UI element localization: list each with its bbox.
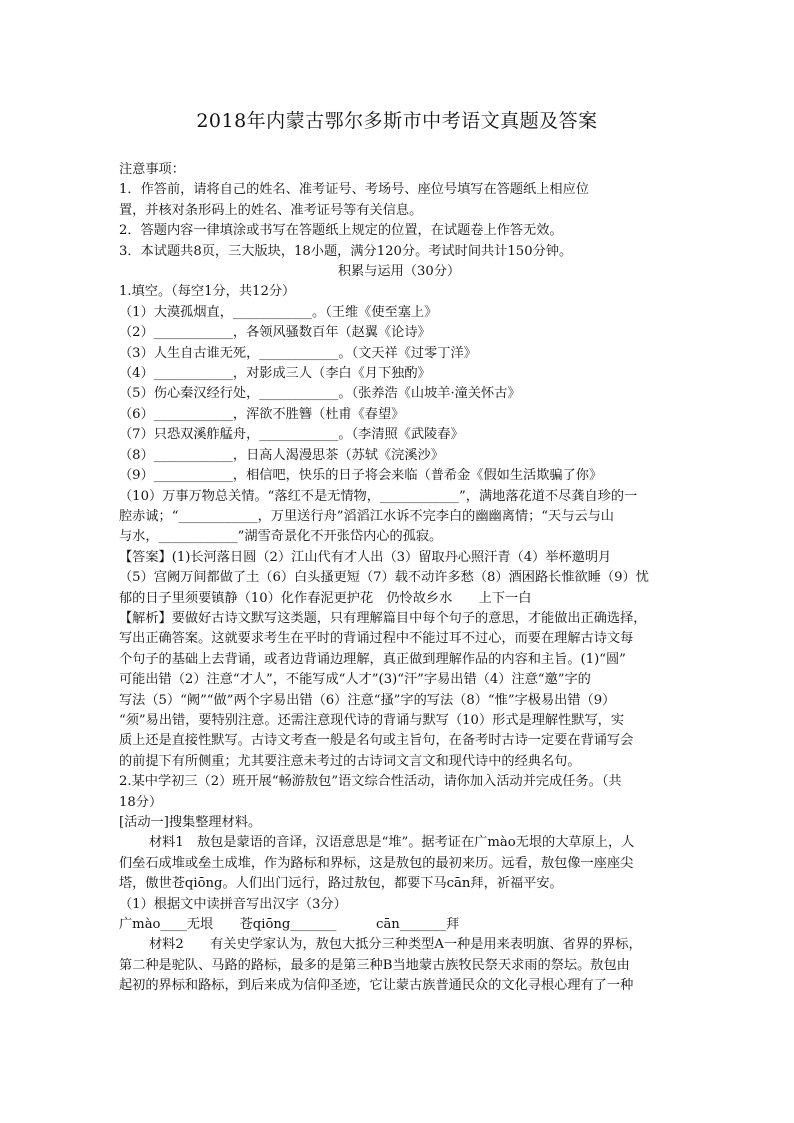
section-title: 积累与运用（30分）: [337, 264, 461, 280]
material-2-line: 起初的界标和路标，到后来成为信仰圣迹，它让蒙古族普通民众的文化寻根心理有了一种: [119, 978, 634, 994]
analysis-line: 的前提下有所侧重；尤其要注意未考过的古诗词文言文和现代诗中的经典名句。: [119, 753, 581, 769]
q1-heading: 1.填空。（每空1分，共12分）: [119, 284, 296, 300]
analysis-line: 可能出错（2）注意“才人”，不能写成“人才”(3)“汗”字易出错（4）注意“邀”字的: [119, 672, 591, 688]
notice-line: 3．本试题共8页，三大版块，18小题，满分120分。考试时间共计150分钟。: [119, 243, 573, 259]
q1-item: （10）万事万物总关情。“落红不是无情物，____________”，满地落花道不尽龚自珍的一: [119, 488, 638, 504]
q1-item: （9）____________，相信吧，快乐的日子将会来临（普希金《假如生活欺骗了你》: [119, 468, 603, 484]
q1-item: （1）大漠孤烟直，____________。（王维《使至塞上》: [119, 304, 438, 320]
activity-heading: [活动一]搜集整理材料。: [119, 815, 262, 830]
notice-line: 1．作答前，请将自己的姓名、准考证号、考场号、座位号填写在答题纸上相应位: [119, 182, 589, 198]
answer-line: 【答案】(1)长河落日圆（2）江山代有才人出（3）留取丹心照汗青（4）举杯邀明月: [119, 549, 612, 565]
analysis-line: 写法（5）“阙”“做”两个字易出错（6）注意“搔”字的写法（8）“惟”字极易出错（9）: [119, 692, 616, 708]
material-1-line: 们垒石成堆或垒土成堆，作为路标和界标，这是敖包的最初来历。远看，敖包像一座座尖: [119, 855, 634, 871]
notice-line: 2．答题内容一律填涂或书写在答题纸上规定的位置，在试题卷上作答无效。: [119, 223, 563, 239]
q1-item: 与水，____________”湖雪奇景化不开张岱内心的孤寂。: [119, 529, 443, 545]
document-title: 2018年内蒙古鄂尔多斯市中考语文真题及答案: [196, 110, 598, 132]
analysis-line: 个句子的基础上去背诵，或者边背诵边理解，真正做到理解作品的内容和主旨。(1)“圆”: [119, 651, 626, 667]
q1-item: （2）____________，各领风骚数百年（赵翼《论诗》: [119, 325, 431, 341]
q1-item: （3）人生自古谁无死，____________。（文天祥《过零丁洋》: [119, 345, 477, 361]
analysis-line: 质上还是直接性默写。古诗文考查一般是名句或主旨句，在备考时古诗一定要在背诵写会: [119, 733, 634, 749]
analysis-line: “须”易出错，要特别注意。还需注意现代诗的背诵与默写（10）形式是理解性默写，实: [119, 712, 625, 728]
material-2-line: 材料2 有关史学家认为，敖包大抵分三种类型A一种是用来表明旗、省界的界标，: [149, 937, 642, 953]
q1-item: （6）____________，浑欲不胜簪（杜甫《春望》: [119, 406, 405, 422]
q2-heading: 2.某中学初三（2）班开展“畅游敖包”语文综合性活动，请你加入活动并完成任务。（共: [119, 774, 622, 790]
answer-line: （5）宫阙万间都做了土（6）白头搔更短（7）载不动许多愁（8）酒困路长惟欲睡（9）忧: [119, 570, 649, 586]
q1-item: （7）只恐双溪舴艋舟，____________。（李清照《武陵春》: [119, 427, 464, 443]
analysis-line: 【解析】要做好古诗文默写这类题，只有理解篇目中每个句子的意思，才能做出正确选择，: [119, 610, 647, 626]
pinyin-blanks: 广mào____无垠 苍qiōng_______ cān_______拜: [119, 917, 460, 933]
notice-line: 置，并核对条形码上的姓名、准考证号等有关信息。: [119, 202, 423, 218]
material-2-line: 第二种是驼队、马路的路标，最多的是第三种B当地蒙古族牧民祭天求雨的祭坛。敖包由: [119, 957, 630, 973]
q2-heading: 18分）: [119, 794, 163, 810]
answer-line: 郁的日子里须要镇静（10）化作春泥更护花 仍怜故乡水 上下一白: [119, 590, 532, 606]
document-body: [119, 160, 679, 997]
q1-item: （8）____________，日高人渴漫思茶（苏轼《浣溪沙》: [119, 447, 444, 463]
analysis-line: 写出正确答案。这就要求考生在平时的背诵过程中不能过耳不过心，而要在理解古诗文每: [119, 631, 634, 647]
material-1-line: 材料1 敖包是蒙语的音译，汉语意思是“堆”。据考证在广mào无垠的大草原上，人: [149, 835, 635, 851]
material-1-line: 塔，傲世苍qiōng。人们出门远行，路过敖包，都要下马cān拜，祈福平安。: [119, 876, 563, 892]
notice-heading: 注意事项：: [119, 162, 185, 177]
q1-item: （4）____________，对影成三人（李白《月下独酌》: [119, 366, 431, 382]
q1-item: （5）伤心秦汉经行处，____________。（张养浩《山坡羊·潼关怀古》: [119, 386, 521, 402]
q1-item: 腔赤诚；“____________，万里送行舟”滔滔江水诉不完李白的幽幽离情；“天与云与山: [119, 508, 614, 524]
sub-question: （1）根据文中读拼音写出汉字（3分）: [119, 896, 347, 912]
